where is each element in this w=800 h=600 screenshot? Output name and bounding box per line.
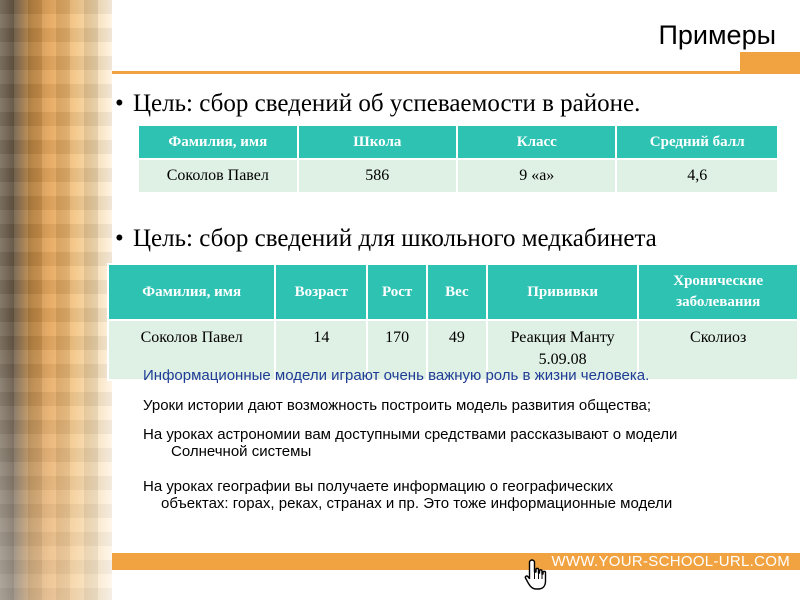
col-header-name: Фамилия, имя <box>138 125 298 159</box>
cell-vaccinations: Реакция Манту 5.09.08 <box>487 320 639 380</box>
bullet-goal-1-text: Цель: сбор сведений об успеваемости в районе. <box>133 90 641 117</box>
cell-height: 170 <box>367 320 427 380</box>
table-row <box>138 159 778 193</box>
info-line-geography-2: объектах: горах, реках, странах и пр. Это тоже информационные модели <box>161 495 673 512</box>
decorative-mosaic-strip <box>0 0 112 600</box>
bullet-goal-1 <box>115 90 640 118</box>
bullet-icon: • <box>115 225 124 252</box>
info-line-geography <box>143 478 672 512</box>
info-line-astronomy <box>143 426 677 460</box>
col-header-name: Фамилия, имя <box>108 264 275 320</box>
col-header-class: Класс <box>457 125 616 159</box>
info-line-history: Уроки истории дают возможность построить модель развития общества; <box>143 397 652 414</box>
info-line-astronomy-2: Солнечной системы <box>171 443 312 460</box>
cell-name: Соколов Павел <box>138 159 298 193</box>
col-header-height: Рост <box>367 264 427 320</box>
medical-table <box>107 263 799 381</box>
cell-age: 14 <box>275 320 367 380</box>
cell-avg-grade: 4,6 <box>616 159 778 193</box>
grades-table <box>137 124 779 194</box>
col-header-avg-grade: Средний балл <box>616 125 778 159</box>
cell-class: 9 «а» <box>457 159 616 193</box>
hand-pointer-icon <box>524 558 550 592</box>
cell-school: 586 <box>298 159 457 193</box>
medical-table-header-row <box>108 264 798 320</box>
col-header-school: Школа <box>298 125 457 159</box>
info-line-astronomy-1: На уроках астрономии вам доступными средствами рассказывают о модели <box>143 426 678 443</box>
cell-chronic-diseases: Сколиоз <box>638 320 798 380</box>
cell-weight: 49 <box>427 320 487 380</box>
info-line-models: Информационные модели играют очень важную роль в жизни человека. <box>143 367 650 384</box>
col-header-age: Возраст <box>275 264 367 320</box>
col-header-vaccinations: Прививки <box>487 264 639 320</box>
title-underline <box>112 71 740 74</box>
bullet-icon: • <box>115 90 124 117</box>
grades-table-header-row <box>138 125 778 159</box>
slide-title: Примеры <box>658 20 776 50</box>
col-header-weight: Вес <box>427 264 487 320</box>
bullet-goal-2 <box>115 225 657 253</box>
info-line-geography-1: На уроках географии вы получаете информацию о географических <box>143 478 614 495</box>
cell-name: Соколов Павел <box>108 320 275 380</box>
footer-url-link[interactable]: WWW.YOUR-SCHOOL-URL.COM <box>551 553 790 570</box>
title-accent-block <box>740 52 800 74</box>
col-header-chronic-diseases: Хронические заболевания <box>638 264 798 320</box>
bullet-goal-2-text: Цель: сбор сведений для школьного медкабинета <box>133 225 657 252</box>
